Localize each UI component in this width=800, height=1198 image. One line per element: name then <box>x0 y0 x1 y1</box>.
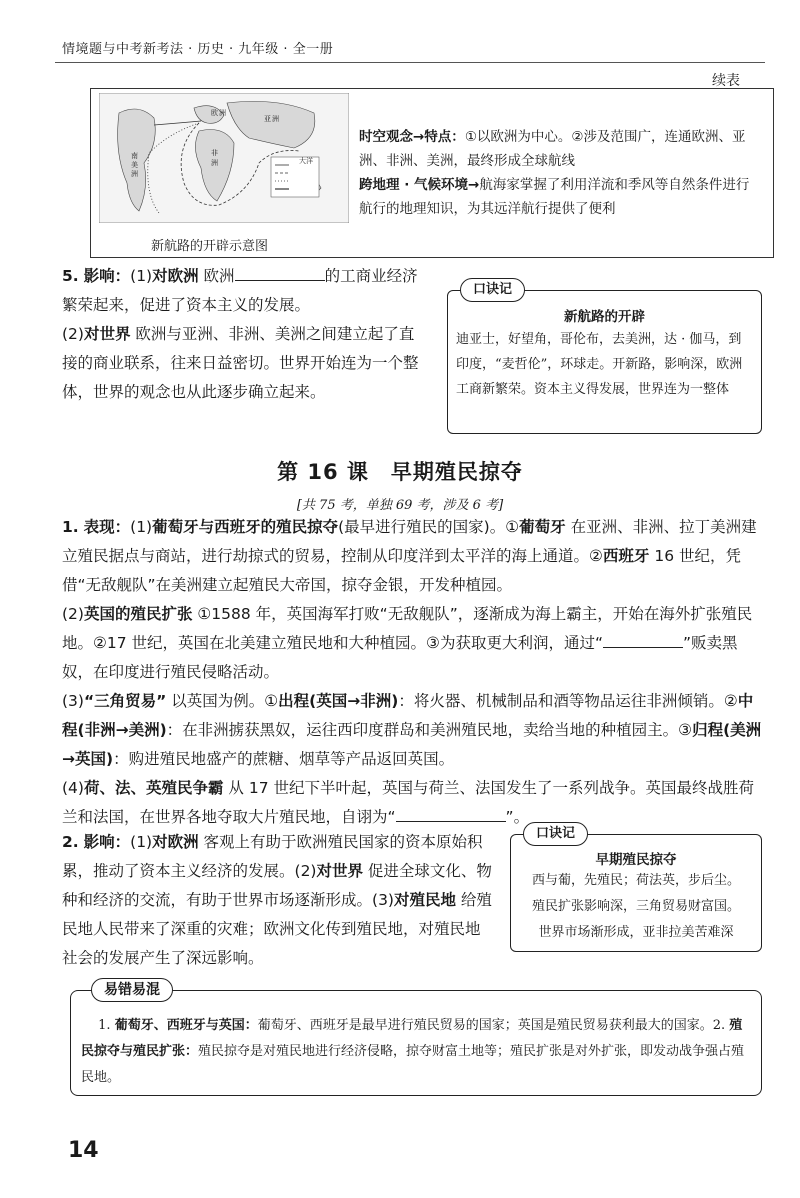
s3-middle: 中程(非洲→美洲) <box>62 692 754 739</box>
confusion-box <box>70 982 762 1096</box>
s3-g: ：购进殖民地盛产的蔗糖、烟草等产品返回英国。 <box>113 750 455 768</box>
map-label-asia-2: 洲 <box>272 115 279 123</box>
map-notes <box>359 125 759 221</box>
item1-lead: 表现： <box>83 518 131 536</box>
confusion-1-num: 1. <box>98 1018 111 1033</box>
influence-section <box>62 828 494 973</box>
impact-number: 5. <box>62 267 79 285</box>
mnemonic-line-2: 殖民扩张影响深，三角贸易财富国。 <box>531 899 740 914</box>
s3-return: 归程(美洲→英国) <box>62 721 762 768</box>
impact-europe-pre: 欧洲 <box>198 267 235 285</box>
fill-blank[interactable] <box>235 266 325 281</box>
map-label-europe: 欧 <box>211 109 218 117</box>
s1-a: (最早进行殖民的国家)。① <box>338 518 520 536</box>
impact-world-head: 对世界 <box>83 325 131 343</box>
exam-stats: [共 75 考，单独 69 考，涉及 6 考] <box>296 498 504 513</box>
item1-number: 1. <box>62 518 79 536</box>
header-rule <box>55 62 765 63</box>
fill-blank[interactable] <box>603 633 683 648</box>
impact-world-mark: (2) <box>62 325 84 343</box>
s4-head: 荷、法、英殖民争霸 <box>83 779 224 797</box>
s3-e: ：在非洲掳获黑奴，运往西印度群岛和美洲殖民地，卖给当地的种植园主。③ <box>166 721 693 739</box>
item2-b-body: 促进全球文化、物种和经济的交流，有助于世界市场逐渐形成。 <box>62 862 492 909</box>
map-label-america-2: 美 <box>131 161 138 169</box>
item2-b-mark: (2) <box>294 862 317 880</box>
map-label-europe-2: 洲 <box>219 109 226 117</box>
s2-b: ”贩卖黑奴，在印度进行殖民侵略活动。 <box>62 634 738 681</box>
item2-c-body: 给殖民地人民带来了深重的灾难；欧洲文化传到殖民地，对殖民地社会的发展产生了深远影响。 <box>62 891 492 967</box>
confusion-2-num: 2. <box>712 1018 726 1033</box>
item2-a-mark: (1) <box>130 833 153 851</box>
map-label-africa-2: 洲 <box>211 159 218 167</box>
s1-c: 在亚洲、非洲、拉丁美洲建立殖民据点与商站，进行劫掠式的贸易，控制从印度洋到太平洋的海上通道。② <box>62 518 757 565</box>
s3-mark: (3) <box>62 692 84 710</box>
item2-a-body: 客观上有助于欧洲殖民国家的资本原始积累，推动了资本主义经济的发展。 <box>62 833 483 880</box>
note-spacetime-head: 时空观念→特点： <box>359 129 465 145</box>
impact-europe-mark: (1) <box>130 267 153 285</box>
item2-c-mark: (3) <box>372 891 394 909</box>
s1-head: 葡萄牙与西班牙的殖民掠夺 <box>152 518 339 536</box>
s4-mark: (4) <box>62 779 84 797</box>
s3-c: ：将火器、机械制品和酒等物品运往非洲倾销。② <box>398 692 738 710</box>
map-label-ocean: 大洋 <box>299 157 313 165</box>
s3-outbound: 出程(英国→非洲) <box>278 692 399 710</box>
map-label-america: 南 <box>131 152 138 160</box>
item2-c-head: 对殖民地 <box>393 891 456 909</box>
map-label-america-3: 洲 <box>131 170 138 178</box>
continued-label: 续表 <box>712 73 740 89</box>
mnemonic-body <box>511 868 761 946</box>
mnemonic-box-routes <box>447 282 762 434</box>
impact-europe-post: 的工商业经济繁荣起来，促进了资本主义的发展。 <box>62 267 418 314</box>
item2-lead: 影响： <box>83 833 131 851</box>
impact-lead: 影响： <box>83 267 131 285</box>
s3-head: “三角贸易” <box>83 692 167 710</box>
manifestation-section <box>62 513 768 832</box>
s4-b: ”。 <box>505 808 530 826</box>
item2-a-head: 对欧洲 <box>152 833 199 851</box>
map-label-africa: 非 <box>211 149 218 157</box>
confusion-body <box>81 1013 749 1091</box>
mnemonic-body: 迪亚士，好望角，哥伦布，去美洲，达 · 伽马，到印度，“麦哲伦”，环球走。开新路，影响深，欧洲工商新繁荣。资本主义得发展，世界连为一整体 <box>456 332 743 397</box>
page-number: 14 <box>68 1138 99 1163</box>
impact-europe-head: 对欧洲 <box>152 267 199 285</box>
mnemonic-title: 早期殖民掠夺 <box>595 852 677 868</box>
s1-mark: (1) <box>130 518 153 536</box>
impact-world-body: 欧洲与亚洲、非洲、美洲之间建立起了直接的商业联系，往来日益密切。世界开始连为一个整体，世界的观念也从此逐步确立起来。 <box>62 325 419 401</box>
mnemonic-box-colonial <box>510 826 762 952</box>
confusion-1-body: 葡萄牙、西班牙是最早进行殖民贸易的国家；英国是殖民贸易获利最大的国家。 <box>257 1018 713 1033</box>
item2-number: 2. <box>62 833 79 851</box>
running-header: 情境题与中考新考法 · 历史 · 九年级 · 全一册 <box>62 42 334 57</box>
s1-portugal: 葡萄牙 <box>519 518 566 536</box>
item2-b-head: 对世界 <box>316 862 363 880</box>
lesson-title: 第 16 课 早期殖民掠夺 <box>277 460 523 484</box>
route-map-figure <box>99 93 349 223</box>
s3-a: 以英国为例。① <box>166 692 279 710</box>
s4-a: 从 17 世纪下半叶起，英国与荷兰、法国发生了一系列战争。英国最终战胜荷兰和法国，在世界各地夺取大片殖民地，自诩为“ <box>62 779 754 826</box>
map-table <box>90 88 774 258</box>
note-spacetime-body: ①以欧洲为中心。②涉及范围广，连通欧洲、亚洲、非洲、美洲，最终形成全球航线 <box>359 129 746 169</box>
mnemonic-tag: 口诀记 <box>460 278 525 302</box>
mnemonic-tag: 口诀记 <box>523 822 588 846</box>
map-caption: 新航路的开辟示意图 <box>151 239 269 254</box>
confusion-tag: 易错易混 <box>91 978 173 1002</box>
s2-head: 英国的殖民扩张 <box>83 605 193 623</box>
mnemonic-line-3: 世界市场渐形成，亚非拉美苦难深 <box>538 925 734 940</box>
impact-section <box>62 262 424 407</box>
s1-spain: 西班牙 <box>602 547 650 565</box>
confusion-1-head: 葡萄牙、西班牙与英国： <box>114 1018 258 1033</box>
fill-blank[interactable] <box>396 807 506 822</box>
note-geography-body: 航海家掌握了利用洋流和季风等自然条件进行航行的地理知识，为其远洋航行提供了便利 <box>359 177 750 217</box>
confusion-2-body: 殖民掠夺是对殖民地进行经济侵略，掠夺财富土地等；殖民扩张是对外扩张，即发动战争强占殖民地。 <box>81 1044 745 1085</box>
s2-mark: (2) <box>62 605 84 623</box>
note-geography-head: 跨地理 · 气候环境→ <box>359 177 480 193</box>
s1-e: 16 世纪，凭借“无敌舰队”在美洲建立起殖民大帝国，掠夺金银，开发种植园。 <box>62 547 741 594</box>
s2-a: ①1588 年，英国海军打败“无敌舰队”，逐渐成为海上霸主，开始在海外扩张殖民地。②17 世纪，英国在北美建立殖民地和大种植园。③为获取更大利润，通过“ <box>62 605 753 652</box>
map-label-asia: 亚 <box>264 115 271 123</box>
confusion-2-head: 殖民掠夺与殖民扩张： <box>81 1018 743 1059</box>
mnemonic-line-1: 西与葡，先殖民；荷法英，步后尘。 <box>531 873 740 888</box>
mnemonic-title: 新航路的开辟 <box>564 309 645 325</box>
